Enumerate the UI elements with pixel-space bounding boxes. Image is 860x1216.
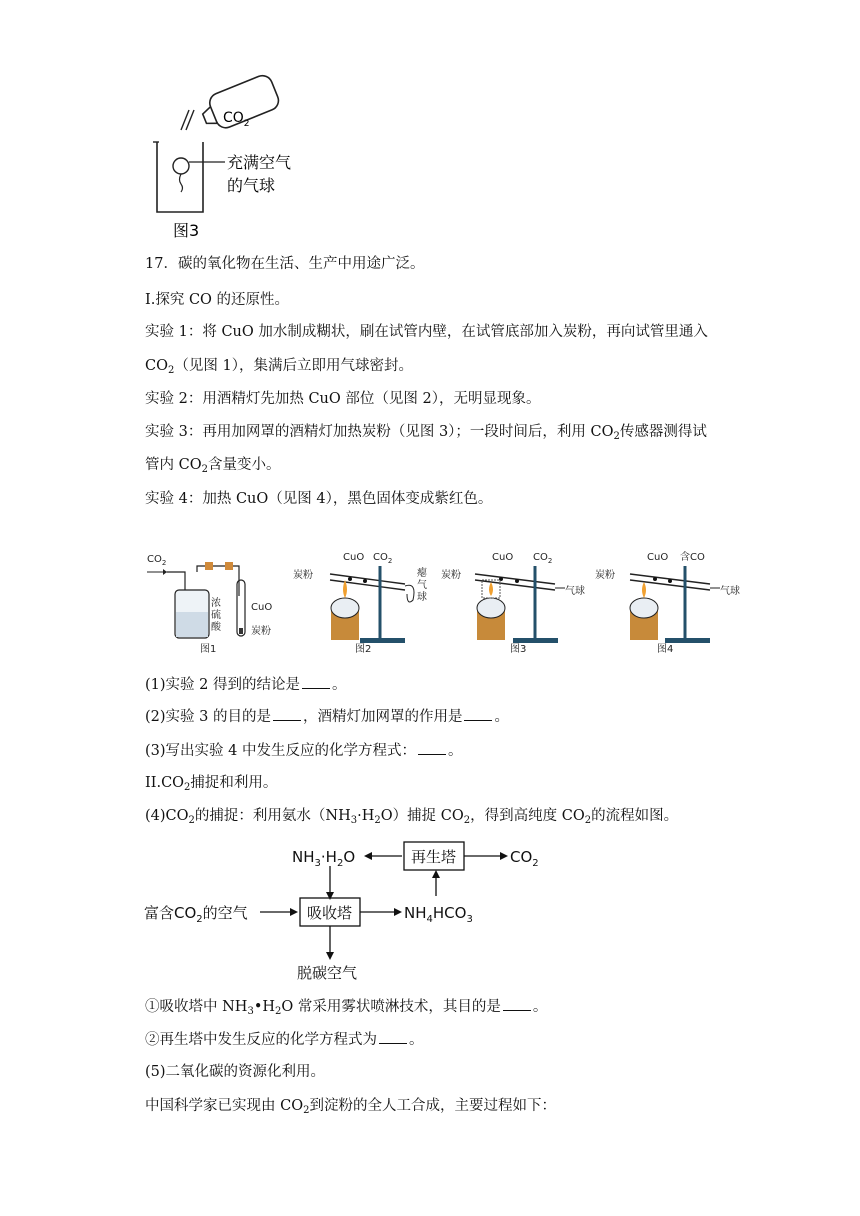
svg-text:图1: 图1 bbox=[200, 644, 217, 655]
experiment-3-line-b: 管内 $CO_2$含量变小。 bbox=[145, 457, 281, 475]
alcohol-lamp-fig3 bbox=[477, 598, 505, 618]
answer-blank[interactable] bbox=[302, 674, 330, 689]
svg-text:炭粉: 炭粉 bbox=[251, 626, 271, 637]
experiment-1-line-a: 实验 1：将 CuO 加水制成糊状，刷在试管内壁，在试管底部加入炭粉，再向试管里通入 bbox=[145, 324, 708, 340]
sub-question-2: ②再生塔中发生反应的化学方程式为 。 bbox=[145, 1029, 424, 1050]
question-title: 17．碳的氧化物在生活、生产中用途广泛。 bbox=[145, 256, 425, 272]
answer-blank[interactable] bbox=[464, 706, 492, 721]
part-2-heading: $II.CO_2$捕捉和利用。 bbox=[145, 775, 278, 793]
svg-text:含CO: 含CO bbox=[680, 552, 705, 563]
svg-text:CO2: $CO_2$ bbox=[533, 552, 553, 565]
svg-text:气: 气 bbox=[417, 580, 427, 591]
question-1: (1)实验 2 得到的结论是 。 bbox=[145, 674, 346, 695]
svg-text:气球: 气球 bbox=[720, 586, 740, 597]
part-1-heading: I.探究 CO 的还原性。 bbox=[145, 292, 290, 308]
figure-balloon-beaker bbox=[145, 70, 325, 240]
answer-blank[interactable] bbox=[273, 706, 301, 721]
apparatus-figure bbox=[145, 548, 755, 660]
question-3: (3)写出实验 4 中发生反应的化学方程式： 。 bbox=[145, 740, 462, 761]
question-4: $(4)CO_2$的捕捉：利用氨水$(NH_3\cdot H_2O)$捕捉 $CO_2$，得到高纯度 $CO_2$的流程如图。 bbox=[145, 808, 679, 826]
answer-blank[interactable] bbox=[379, 1029, 407, 1044]
answer-blank[interactable] bbox=[503, 996, 531, 1011]
figure-caption: 图3 bbox=[173, 221, 200, 240]
co2-capture-flow-diagram bbox=[140, 836, 560, 986]
svg-text:酸: 酸 bbox=[211, 622, 221, 633]
svg-text:炭粉: 炭粉 bbox=[595, 570, 615, 581]
balloon-label-1: 充满空气 bbox=[227, 153, 292, 172]
svg-text:炭粉: 炭粉 bbox=[441, 570, 461, 581]
svg-text:浓: 浓 bbox=[211, 598, 221, 609]
co2-rich-air-label: 富含$CO_2$的空气 bbox=[144, 904, 248, 925]
test-tube-fig1 bbox=[237, 580, 245, 636]
decarbonized-air-label: 脱碳空气 bbox=[297, 964, 358, 982]
question-2: (2)实验 3 的目的是 ，酒精灯加网罩的作用是 。 bbox=[145, 706, 509, 727]
svg-text:气球: 气球 bbox=[565, 586, 585, 597]
svg-text:CuO: CuO bbox=[647, 552, 669, 563]
svg-text:图4: 图4 bbox=[657, 644, 674, 655]
nh3-h2o-label: $NH_3\cdot H_2O$ bbox=[292, 848, 356, 869]
svg-text:CuO: CuO bbox=[251, 602, 273, 613]
experiment-2: 实验 2：用酒精灯先加热 CuO 部位（见图 2），无明显现象。 bbox=[145, 391, 541, 407]
svg-text:瘪: 瘪 bbox=[417, 568, 427, 579]
question-5: (5)二氧化碳的资源化利用。 bbox=[145, 1064, 326, 1080]
svg-text:球: 球 bbox=[417, 592, 427, 603]
svg-text:CuO: CuO bbox=[492, 552, 514, 563]
regeneration-tower-label: 再生塔 bbox=[411, 848, 457, 866]
alcohol-lamp-fig4 bbox=[630, 598, 658, 618]
svg-text:炭粉: 炭粉 bbox=[293, 570, 313, 581]
svg-text:CuO: CuO bbox=[343, 552, 365, 563]
co2-output-label: $CO_2$ bbox=[510, 848, 539, 869]
final-line: 中国科学家已实现由 $CO_2$到淀粉的全人工合成，主要过程如下： bbox=[145, 1098, 556, 1116]
balloon-label-2: 的气球 bbox=[227, 176, 276, 195]
experiment-3-line-a: 实验 3：再用加网罩的酒精灯加热炭粉（见图 3）；一段时间后，利用 $CO_2$传感器测得试 bbox=[145, 424, 707, 442]
sub-question-1: ①吸收塔中 $NH_3•H_2O$ 常采用雾状喷淋技术，其目的是 。 bbox=[145, 996, 547, 1017]
absorption-tower-label: 吸收塔 bbox=[307, 904, 353, 922]
nh4hco3-label: $NH_4HCO_3$ bbox=[404, 904, 473, 925]
svg-text:CO2: $CO_2$ bbox=[373, 552, 393, 565]
co2-bottle-label: $CO_2$ bbox=[223, 110, 250, 129]
experiment-1-line-b: $CO_2$（见图 1），集满后立即用气球密封。 bbox=[145, 358, 413, 376]
co2-inlet-label: $CO_2$ bbox=[147, 554, 167, 567]
svg-text:图3: 图3 bbox=[510, 644, 527, 655]
svg-text:图2: 图2 bbox=[355, 644, 372, 655]
experiment-4: 实验 4：加热 CuO（见图 4），黑色固体变成紫红色。 bbox=[145, 491, 493, 507]
answer-blank[interactable] bbox=[418, 740, 446, 755]
alcohol-lamp-fig2 bbox=[331, 598, 359, 618]
svg-text:硫: 硫 bbox=[211, 610, 221, 621]
balloon bbox=[173, 158, 189, 174]
